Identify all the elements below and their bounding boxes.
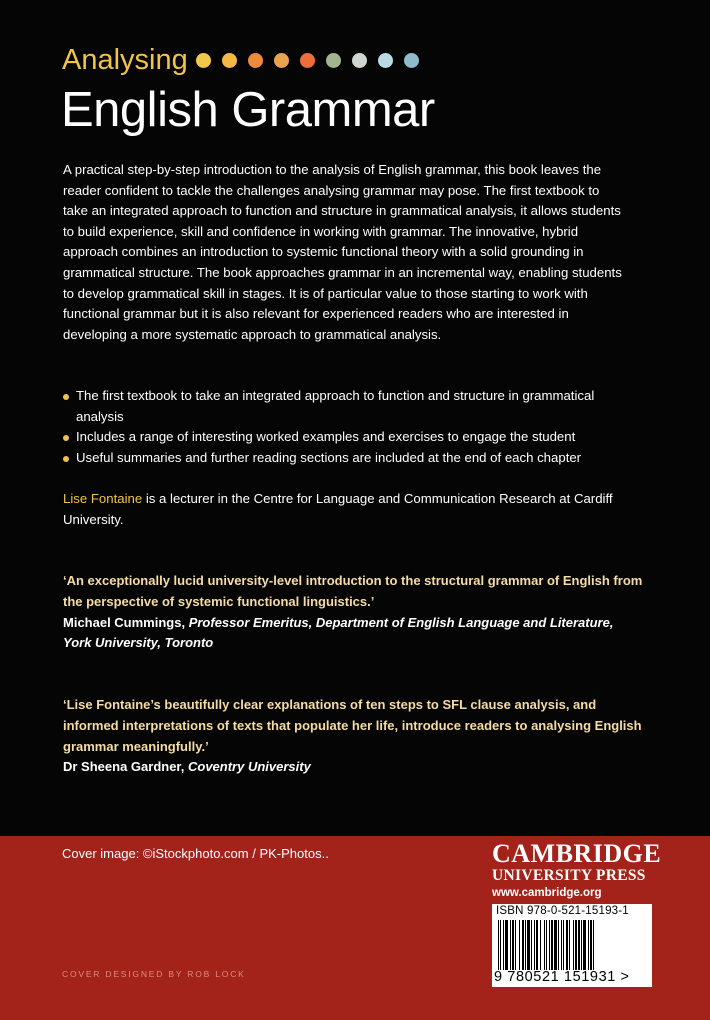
barcode-bar [554,920,557,970]
feature-item: Useful summaries and further reading sections are included at the end of each chapter [63,448,633,469]
dot-icon [196,53,211,68]
barcode-bar [510,920,511,970]
barcode-bar [575,920,577,970]
dot-icon [404,53,419,68]
barcode-bar [536,920,538,970]
barcode-bar [540,920,541,970]
barcode-bar [527,920,530,970]
barcode-bar [561,920,562,970]
footer-band [0,836,710,1020]
series-heading [62,44,430,77]
review-quote-text: ‘An exceptionally lucid university-level introduction to the structural grammar of English from the perspective of systemic functional linguistics.’ [63,573,643,609]
barcode-bar [498,920,499,970]
barcode-bar [525,920,526,970]
author-bio [63,489,623,530]
barcode-bar [563,920,564,970]
book-description: A practical step-by-step introduction to the analysis of English grammar, this book leaves the reader confident to tackle the challenges analysing grammar may pose. The first textbook to take an integrated approach to function and structure in grammatical analysis, it allows students to build experience, skill and confidence in working with grammar. The innovative, hybrid approach combines an introduction to systemic functional theory with a solid grounding in grammatical structure. The book approaches grammar in an incremental way, enabling students to develop grammatical skill in stages. It is of particular value to those starting to work with functional grammar but it is also relevant for experienced readers who are interested in developing a more systematic approach to grammatical analysis. [63,162,622,342]
barcode-bar [588,920,589,970]
barcode-bar [551,920,553,970]
feature-item: The first textbook to take an integrated approach to function and structure in grammatical analysis [63,386,633,427]
reviewer-name: Dr Sheena Gardner, [63,759,188,775]
feature-list [63,386,633,468]
publisher-name: CAMBRIDGE [492,839,662,868]
reviewer-name: Michael Cummings, [63,614,189,630]
barcode-bar [500,920,501,970]
review-quote [63,695,643,778]
dot-icon [326,53,341,68]
barcode-bar [515,920,516,970]
barcode-bar [534,920,535,970]
barcode-digits: 9 780521 151931 > [494,969,630,985]
barcode-bar [519,920,520,970]
barcode-bar [566,920,568,970]
dot-icon [222,53,237,68]
barcode-bar [593,920,594,970]
review-quote [63,571,643,654]
review-quote-text: ‘Lise Fontaine’s beautifully clear explanations of ten steps to SFL clause analysis, and informed interpretations of texts that populate her life, introduce readers to analysing English grammar meaningfully.’ [63,697,642,754]
barcode-bar [544,920,545,970]
dot-icon [352,53,367,68]
review-attribution [63,613,643,655]
barcode-bar [581,920,582,970]
barcode-bar [549,920,550,970]
barcode-bar [522,920,524,970]
barcode-bar [503,920,504,970]
cover-credit: Cover image: ©iStockphoto.com / PK-Photos.. [62,846,329,861]
barcode [492,904,652,987]
reviewer-affiliation: Professor Emeritus, Department of English Language and Literature, York University, Toronto [63,614,614,651]
feature-item: Includes a range of interesting worked examples and exercises to engage the student [63,427,633,448]
subtitle: Analysing [62,44,188,76]
dot-icon [248,53,263,68]
author-bio-text: is a lecturer in the Centre for Language and Communication Research at Cardiff University. [63,491,613,527]
barcode-bar [512,920,514,970]
dot-icon [300,53,315,68]
dot-icon [274,53,289,68]
book-title: English Grammar [61,83,435,137]
barcode-bar [569,920,570,970]
author-name: Lise Fontaine [63,491,143,506]
decorative-dots [196,53,430,68]
review-attribution [63,757,643,778]
barcode-bar [578,920,580,970]
barcode-bar [573,920,574,970]
publisher-url: www.cambridge.org [492,887,602,899]
reviewer-affiliation: Coventry University [188,759,311,775]
barcode-bar [505,920,508,970]
barcode-bar [531,920,532,970]
publisher-subname: UNIVERSITY PRESS [492,867,646,884]
barcode-bar [583,920,586,970]
barcode-bar [558,920,559,970]
isbn-number: ISBN 978-0-521-15193-1 [496,905,629,917]
dot-icon [378,53,393,68]
barcode-bars [496,920,648,970]
barcode-bar [546,920,547,970]
designer-credit: COVER DESIGNED BY ROB LOCK [62,969,246,979]
barcode-bar [590,920,592,970]
publisher-logo [492,840,661,902]
